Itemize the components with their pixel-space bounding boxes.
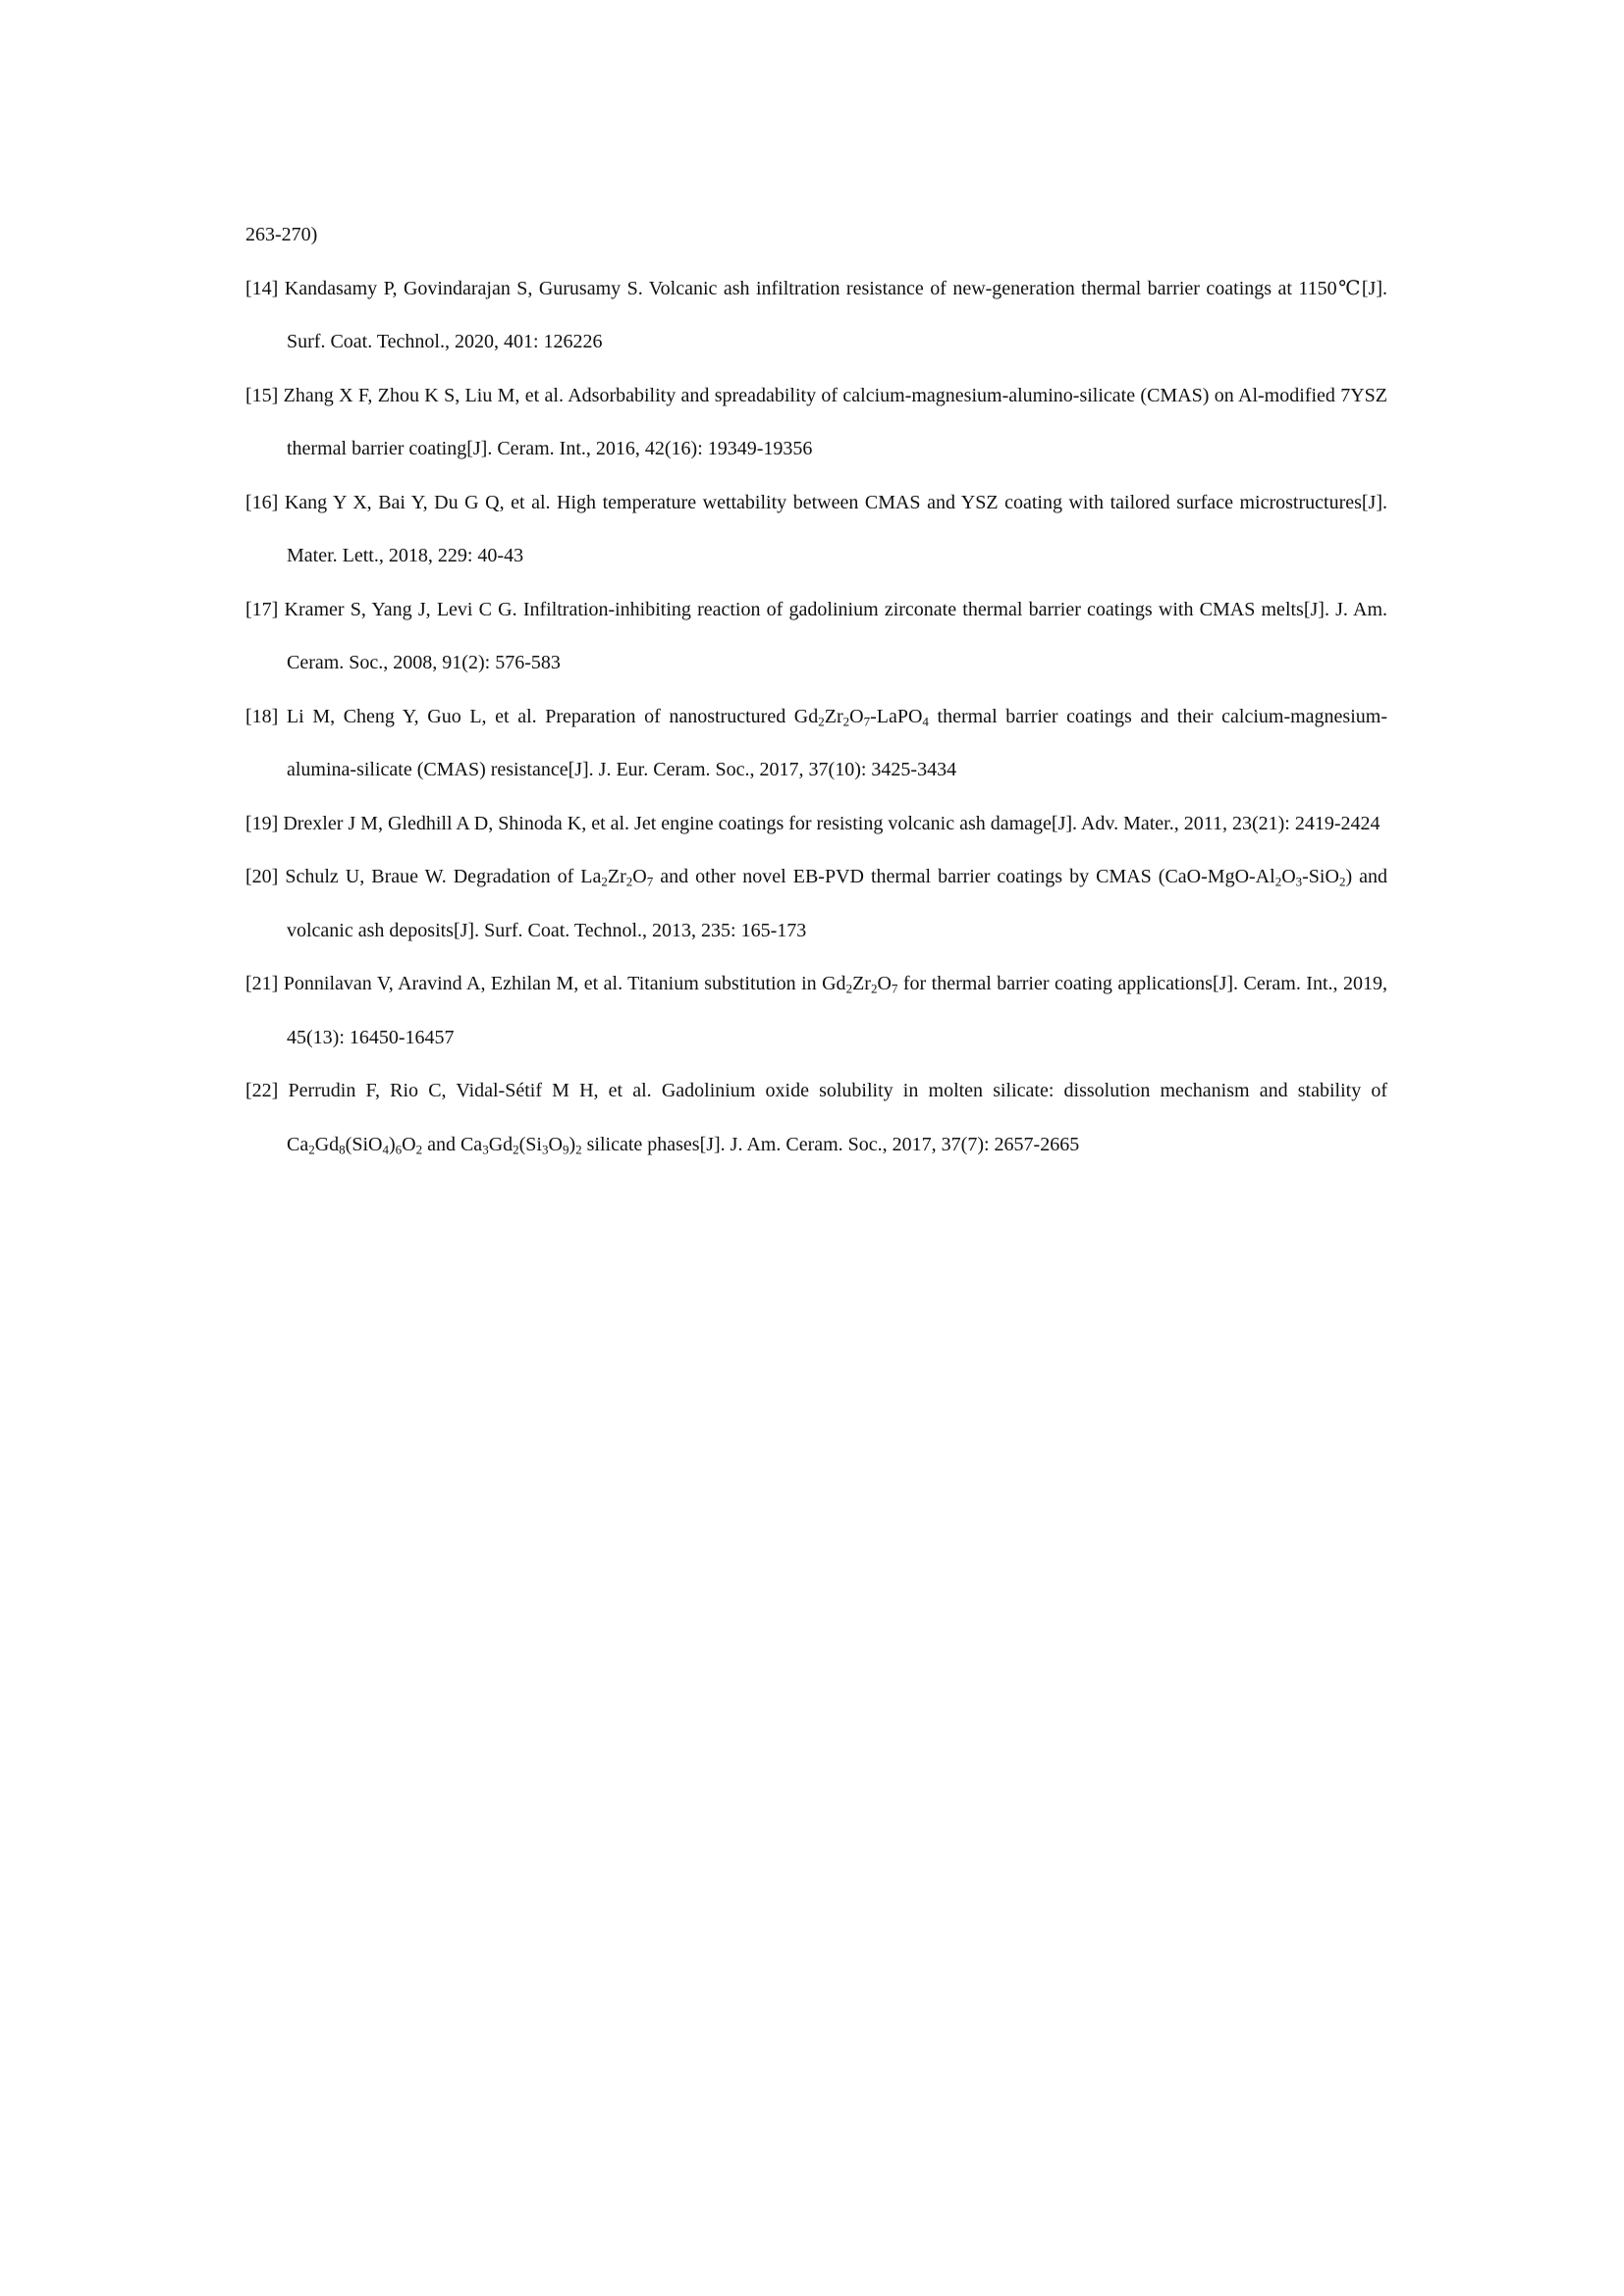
reference-text: [21] Ponnilavan V, Aravind A, Ezhilan M, et al. Titanium substitution in Gd — [245, 973, 846, 994]
reference-text: ) — [568, 1133, 576, 1155]
reference-21 — [245, 957, 1387, 1064]
subscript: 2 — [308, 1141, 315, 1156]
reference-text: Zr — [852, 973, 871, 994]
subscript: 8 — [339, 1141, 346, 1156]
subscript: 3 — [482, 1141, 489, 1156]
subscript: 4 — [382, 1141, 389, 1156]
subscript: 4 — [922, 713, 929, 728]
subscript: 2 — [575, 1141, 582, 1156]
subscript: 2 — [513, 1141, 519, 1156]
subscript: 7 — [891, 981, 898, 996]
reference-16 — [245, 476, 1387, 583]
reference-text: O — [1281, 866, 1296, 887]
reference-14 — [245, 262, 1387, 369]
reference-20 — [245, 850, 1387, 957]
reference-22 — [245, 1064, 1387, 1171]
reference-text: Zr — [607, 866, 626, 887]
reference-text: (Si — [518, 1133, 542, 1155]
subscript: 7 — [646, 874, 654, 889]
reference-15 — [245, 369, 1387, 476]
reference-text: -SiO — [1302, 866, 1339, 887]
reference-text: O — [849, 705, 864, 727]
reference-text: [16] Kang Y X, Bai Y, Du G Q, et al. High temperature wettability between CMAS and YSZ coating with tailored surface microstructures[J]. Mater. Lett., 2018, 229: 40-43 — [245, 491, 1387, 566]
reference-text: [15] Zhang X F, Zhou K S, Liu M, et al. Adsorbability and spreadability of calcium-magnesium-alumino-silicate (CMAS) on Al-modified 7YSZ thermal barrier coating[J]. Ceram. Int., 2016, 42(16): 19349-19356 — [245, 384, 1387, 459]
reference-text: and other novel EB-PVD thermal barrier coatings by CMAS (CaO-MgO-Al — [653, 866, 1275, 887]
subscript: 2 — [1338, 874, 1346, 889]
reference-text: for thermal barrier coating applications[J]. Ceram. Int., 2019, 45(13): 16450-16457 — [287, 973, 1387, 1048]
subscript: 3 — [1295, 874, 1303, 889]
reference-continuation: 263-270) — [245, 224, 318, 245]
reference-19 — [245, 797, 1387, 851]
subscript: 2 — [818, 713, 825, 728]
subscript: 2 — [625, 874, 633, 889]
subscript: 7 — [863, 713, 871, 728]
reference-text: silicate phases[J]. J. Am. Ceram. Soc., 2017, 37(7): 2657-2665 — [581, 1133, 1080, 1155]
reference-18 — [245, 690, 1387, 797]
subscript: 2 — [870, 981, 878, 996]
reference-text: O — [877, 973, 892, 994]
subscript: 2 — [845, 981, 853, 996]
reference-text: [17] Kramer S, Yang J, Levi C G. Infiltration-inhibiting reaction of gadolinium zirconate thermal barrier coatings with CMAS melts[J]. J. Am. Ceram. Soc., 2008, 91(2): 576-583 — [245, 598, 1387, 673]
reference-text: O — [548, 1133, 563, 1155]
reference-text: Zr — [824, 705, 843, 727]
subscript: 9 — [562, 1141, 569, 1156]
reference-text: and Ca — [422, 1133, 483, 1155]
subscript: 2 — [601, 874, 608, 889]
reference-text: O — [402, 1133, 416, 1155]
reference-text: [14] Kandasamy P, Govindarajan S, Gurusamy S. Volcanic ash infiltration resistance of new-generation thermal barrier coatings at 1150℃[J]. Surf. Coat. Technol., 2020, 401: 126226 — [245, 277, 1387, 352]
subscript: 6 — [395, 1141, 403, 1156]
reference-list — [245, 208, 1387, 1171]
subscript: 3 — [541, 1141, 549, 1156]
reference-17 — [245, 583, 1387, 690]
subscript: 2 — [1274, 874, 1282, 889]
reference-text: [22] Perrudin F, Rio C, Vidal-Sétif M H, et al. Gadolinium oxide solubility in molten silicate: dissolution mechanism and stability of Ca — [245, 1080, 1387, 1155]
reference-text: O — [632, 866, 647, 887]
reference-text: [19] Drexler J M, Gledhill A D, Shinoda K, et al. Jet engine coatings for resisting volcanic ash damage[J]. Adv. Mater., 2011, 23(21): 2419-2424 — [245, 812, 1380, 834]
reference-text: ) and volcanic ash deposits[J]. Surf. Coat. Technol., 2013, 235: 165-173 — [287, 866, 1387, 941]
reference-text: [20] Schulz U, Braue W. Degradation of La — [245, 866, 602, 887]
reference-text: [18] Li M, Cheng Y, Guo L, et al. Preparation of nanostructured Gd — [245, 705, 819, 727]
reference-text: ) — [388, 1133, 396, 1155]
subscript: 2 — [842, 713, 850, 728]
reference-text: thermal barrier coatings and their calcium-magnesium-alumina-silicate (CMAS) resistance[J]. J. Eur. Ceram. Soc., 2017, 37(10): 3425-3434 — [287, 705, 1387, 780]
subscript: 2 — [415, 1141, 423, 1156]
reference-text: (SiO — [345, 1133, 383, 1155]
reference-text: Gd — [488, 1133, 514, 1155]
reference-text: Gd — [314, 1133, 340, 1155]
reference-text: -LaPO — [870, 705, 923, 727]
